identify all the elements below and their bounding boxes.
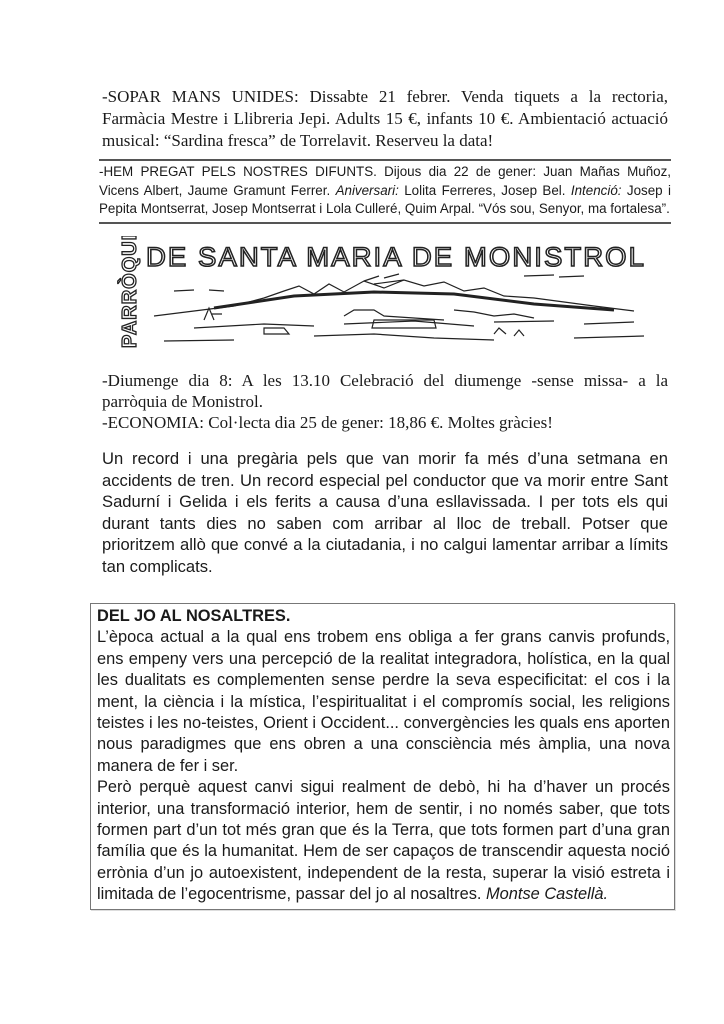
announcements <box>102 370 668 433</box>
article-box <box>90 603 675 910</box>
article-title: DEL JO AL NOSALTRES. <box>97 607 291 625</box>
diumenge-notice: -Diumenge dia 8: A les 13.10 Celebració del diumenge -sense missa- a la parròquia de Monistrol. <box>102 371 668 411</box>
intencio-label: Intenció: <box>570 182 622 198</box>
difunts-notice <box>99 159 671 224</box>
logo-title: DE SANTA MARIA DE MONISTROL <box>146 242 646 272</box>
sopar-notice: -SOPAR MANS UNIDES: Dissabte 21 febrer. Venda tiquets a la rectoria, Farmàcia Mestre i Llibreria Jepi. Adults 15 €, infants 10 €. Ambientació actuació musical: “Sardina fresca” de Torrelavit. Reserveu la data! <box>102 87 668 150</box>
parish-landscape-illustration <box>114 236 654 352</box>
article-paragraph-2-text: Però perquè aquest canvi sigui realment de debò, hi ha d’haver un procés interior, una transformació interior, hem de sentir, i no només saber, que tots formen part d’un tot més gran que és la Terra, que tots formen part d’una gran família que és la humanitat. Hem de ser capaços de transcendir aquesta noció errònia d’un jo autoexistent, independent de la resta, superar la visió estreta i limitada de l’egocentrisme, passar del jo al nosaltres. <box>97 778 670 904</box>
landscape-sketch <box>154 274 644 341</box>
difunts-intro: -HEM PREGAT PELS NOSTRES DIFUNTS. Dijous dia 22 de gener: Juan Mañas Muñoz, Vicens Albert, Jaume Gramunt Ferrer. <box>99 164 671 198</box>
article-paragraph-1: L’època actual a la qual ens trobem ens obliga a fer grans canvis profunds, ens empeny vers una percepció de la realitat integradora, holística, en la qual les dualitats es complementen sense perdre la seva especificitat: el cos i la ment, la ciència i la mística, l’espiritualitat i el compromís social, les religions teistes i les no-teistes, Orient i Occident... convergències les quals ens aporten nous paradigmes que ens obren a una consciència més àmplia, una nova manera de fer i ser. <box>97 628 670 775</box>
article-paragraph-2 <box>97 777 670 905</box>
intencio-text: Josep i Pepita Montserrat, Josep Montserrat i Lola Culleré, Quim Arpal. “Vós sou, Senyor, ma fortalesa”. <box>99 182 671 216</box>
logo-vertical-text: PARRÒQUIA <box>119 236 141 348</box>
article-author: Montse Castellà. <box>486 885 609 904</box>
record-paragraph: Un record i una pregària pels que van morir fa més d’una setmana en accidents de tren. Un record especial pel conductor que va morir entre Sant Sadurní i Gelida i els ferits a causa d’una esllavissada. I per tots els qui durant tants dies no saben com arribar al lloc de treball. Potser que prioritzem allò que convé a la ciutadania, i no calgui lamentar arribar a límits tan complicats. <box>102 449 668 576</box>
economia-notice: -ECONOMIA: Col·lecta dia 25 de gener: 18,86 €. Moltes gràcies! <box>102 413 553 432</box>
aniversari-text: Lolita Ferreres, Josep Bel. <box>398 182 571 198</box>
parish-logo <box>114 236 654 352</box>
aniversari-label: Aniversari: <box>335 182 399 198</box>
